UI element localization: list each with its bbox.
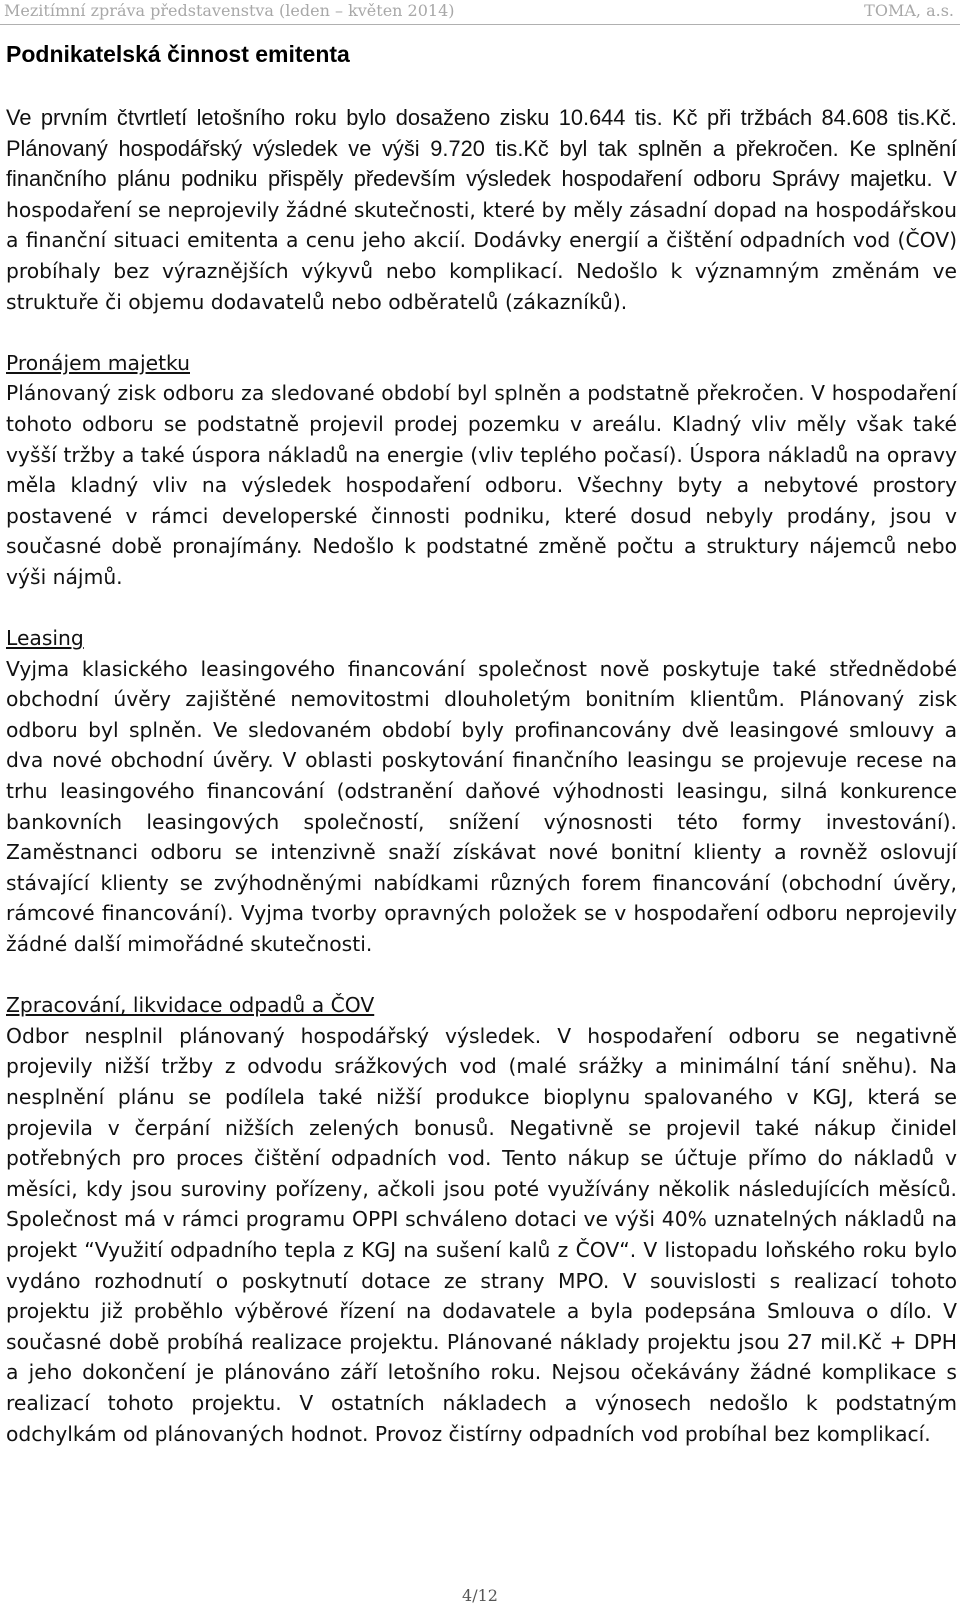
section-text-leasing: Vyjma klasického leasingového financování společnost nově poskytuje také střednědobé obchodní úvěry zajištěné nemovitostmi dlouholetým bonitním klientům. Plánovaný zisk odboru byl splněn. Ve sledovaném období byly profinancovány dvě leasingové smlouvy a dva nové obchodní úvěry. V oblasti poskytování finančního leasingu se projevuje recese na trhu leasingového financování (odstranění daňové výhodnosti leasingu, silná konkurence bankovních leasingových společností, snížení výnosnosti této formy investování). Zaměstnanci odboru se intenzivně snaží získávat nové bonitní klienty a rovněž oslovují stávající klienty se zvýhodněnými nabídkami různých forem financování (obchodní úvěry, rámcové financování). Vyjma tvorby opravných položek se v hospodaření odboru neprojevily žádné další mimořádné skutečnosti. [6,656,957,957]
intro-paragraph [6,103,957,317]
section-zpracovani-odpadu [6,990,957,1449]
section-heading-leasing: Leasing [6,626,84,651]
page-number: 4/12 [462,1586,498,1605]
section-heading-zpracovani-odpadu: Zpracování, likvidace odpadů a ČOV [6,993,375,1018]
section-pronajem-majetku [6,348,957,593]
section-leasing [6,623,957,960]
running-header [0,0,960,25]
header-report-title: Mezitímní zpráva představenstva (leden – květen 2014) [4,1,455,20]
section-text-pronajem-majetku: Plánovaný zisk odboru za sledované období byl splněn a podstatně překročen. V hospodaření tohoto odboru se podstatně projevil prodej pozemku v areálu. Kladný vliv měly však také vyšší tržby a také úspora nákladů na energie (vliv teplého počasí). Úspora nákladů na opravy měla kladný vliv na výsledek hospodaření odboru. Všechny byty a nebytové prostory postavené v rámci developerské činnosti podniku, které dosud nebyly prodány, jsou v současné době pronajímány. Nedošlo k podstatné změně počtu a struktury nájemců nebo výši nájmů. [6,381,957,589]
intro-text-lead: Ve prvním čtvrtletí letošního roku bylo dosaženo zisku 10.644 tis. Kč při tržbách 84.608 tis.Kč. Plánovaný hospodářský výsledek ve výši 9.720 tis.Kč byl tak splněn a překročen. Ke splnění finančního plánu podniku přispěly především výsledek hospodaření odboru Správy majetku. [6,105,957,192]
section-title: Podnikatelská činnost emitenta [6,41,350,67]
header-company-name: TOMA, a.s. [864,1,954,20]
intro-text-rest: V hospodaření se neprojevily žádné skutečnosti, které by měly zásadní dopad na hospodářskou a finanční situaci emitenta a cenu jeho akcií. Dodávky energií a čištění odpadních vod (ČOV) probíhaly bez výraznějších výkyvů nebo komplikací. Nedošlo k významným změnám ve struktuře či objemu dodavatelů nebo odběratelů (zákazníků). [6,167,957,314]
section-heading-pronajem-majetku: Pronájem majetku [6,350,190,375]
section-text-zpracovani-odpadu: Odbor nesplnil plánovaný hospodářský výsledek. V hospodaření odboru se negativně projevily nižší tržby z odvodu srážkových vod (malé srážky a minimální tání sněhu). Na nesplnění plánu se podílela také nižší produkce bioplynu spalovaného v KGJ, která se projevila v čerpání nižších zelených bonusů. Negativně se projevil také nákup činidel potřebných pro proces čištění odpadních vod. Tento nákup se účtuje přímo do nákladů v měsíci, kdy jsou suroviny pořízeny, ačkoli jsou poté využívány několik následujících měsíců. Společnost má v rámci programu OPPI schváleno dotaci ve výši 40% uznatelných nákladů na projekt “Využití odpadního tepla z KGJ na sušení kalů z ČOV“. V listopadu loňského roku bylo vydáno rozhodnutí o poskytnutí dotace ze strany MPO. V souvislosti s realizací tohoto projektu již proběhlo výběrové řízení na dodavatele a byla podepsána Smlouva o dílo. V současné době probíhá realizace projektu. Plánované náklady projektu jsou 27 mil.Kč + DPH a jeho dokončení je plánováno září letošního roku. Nejsou očekávány žádné komplikace s realizací tohoto projektu. V ostatních nákladech a výnosech nedošlo k podstatným odchylkám od plánovaných hodnot. Provoz čistírny odpadních vod probíhal bez komplikací. [6,1023,957,1446]
document-body [6,103,957,1449]
